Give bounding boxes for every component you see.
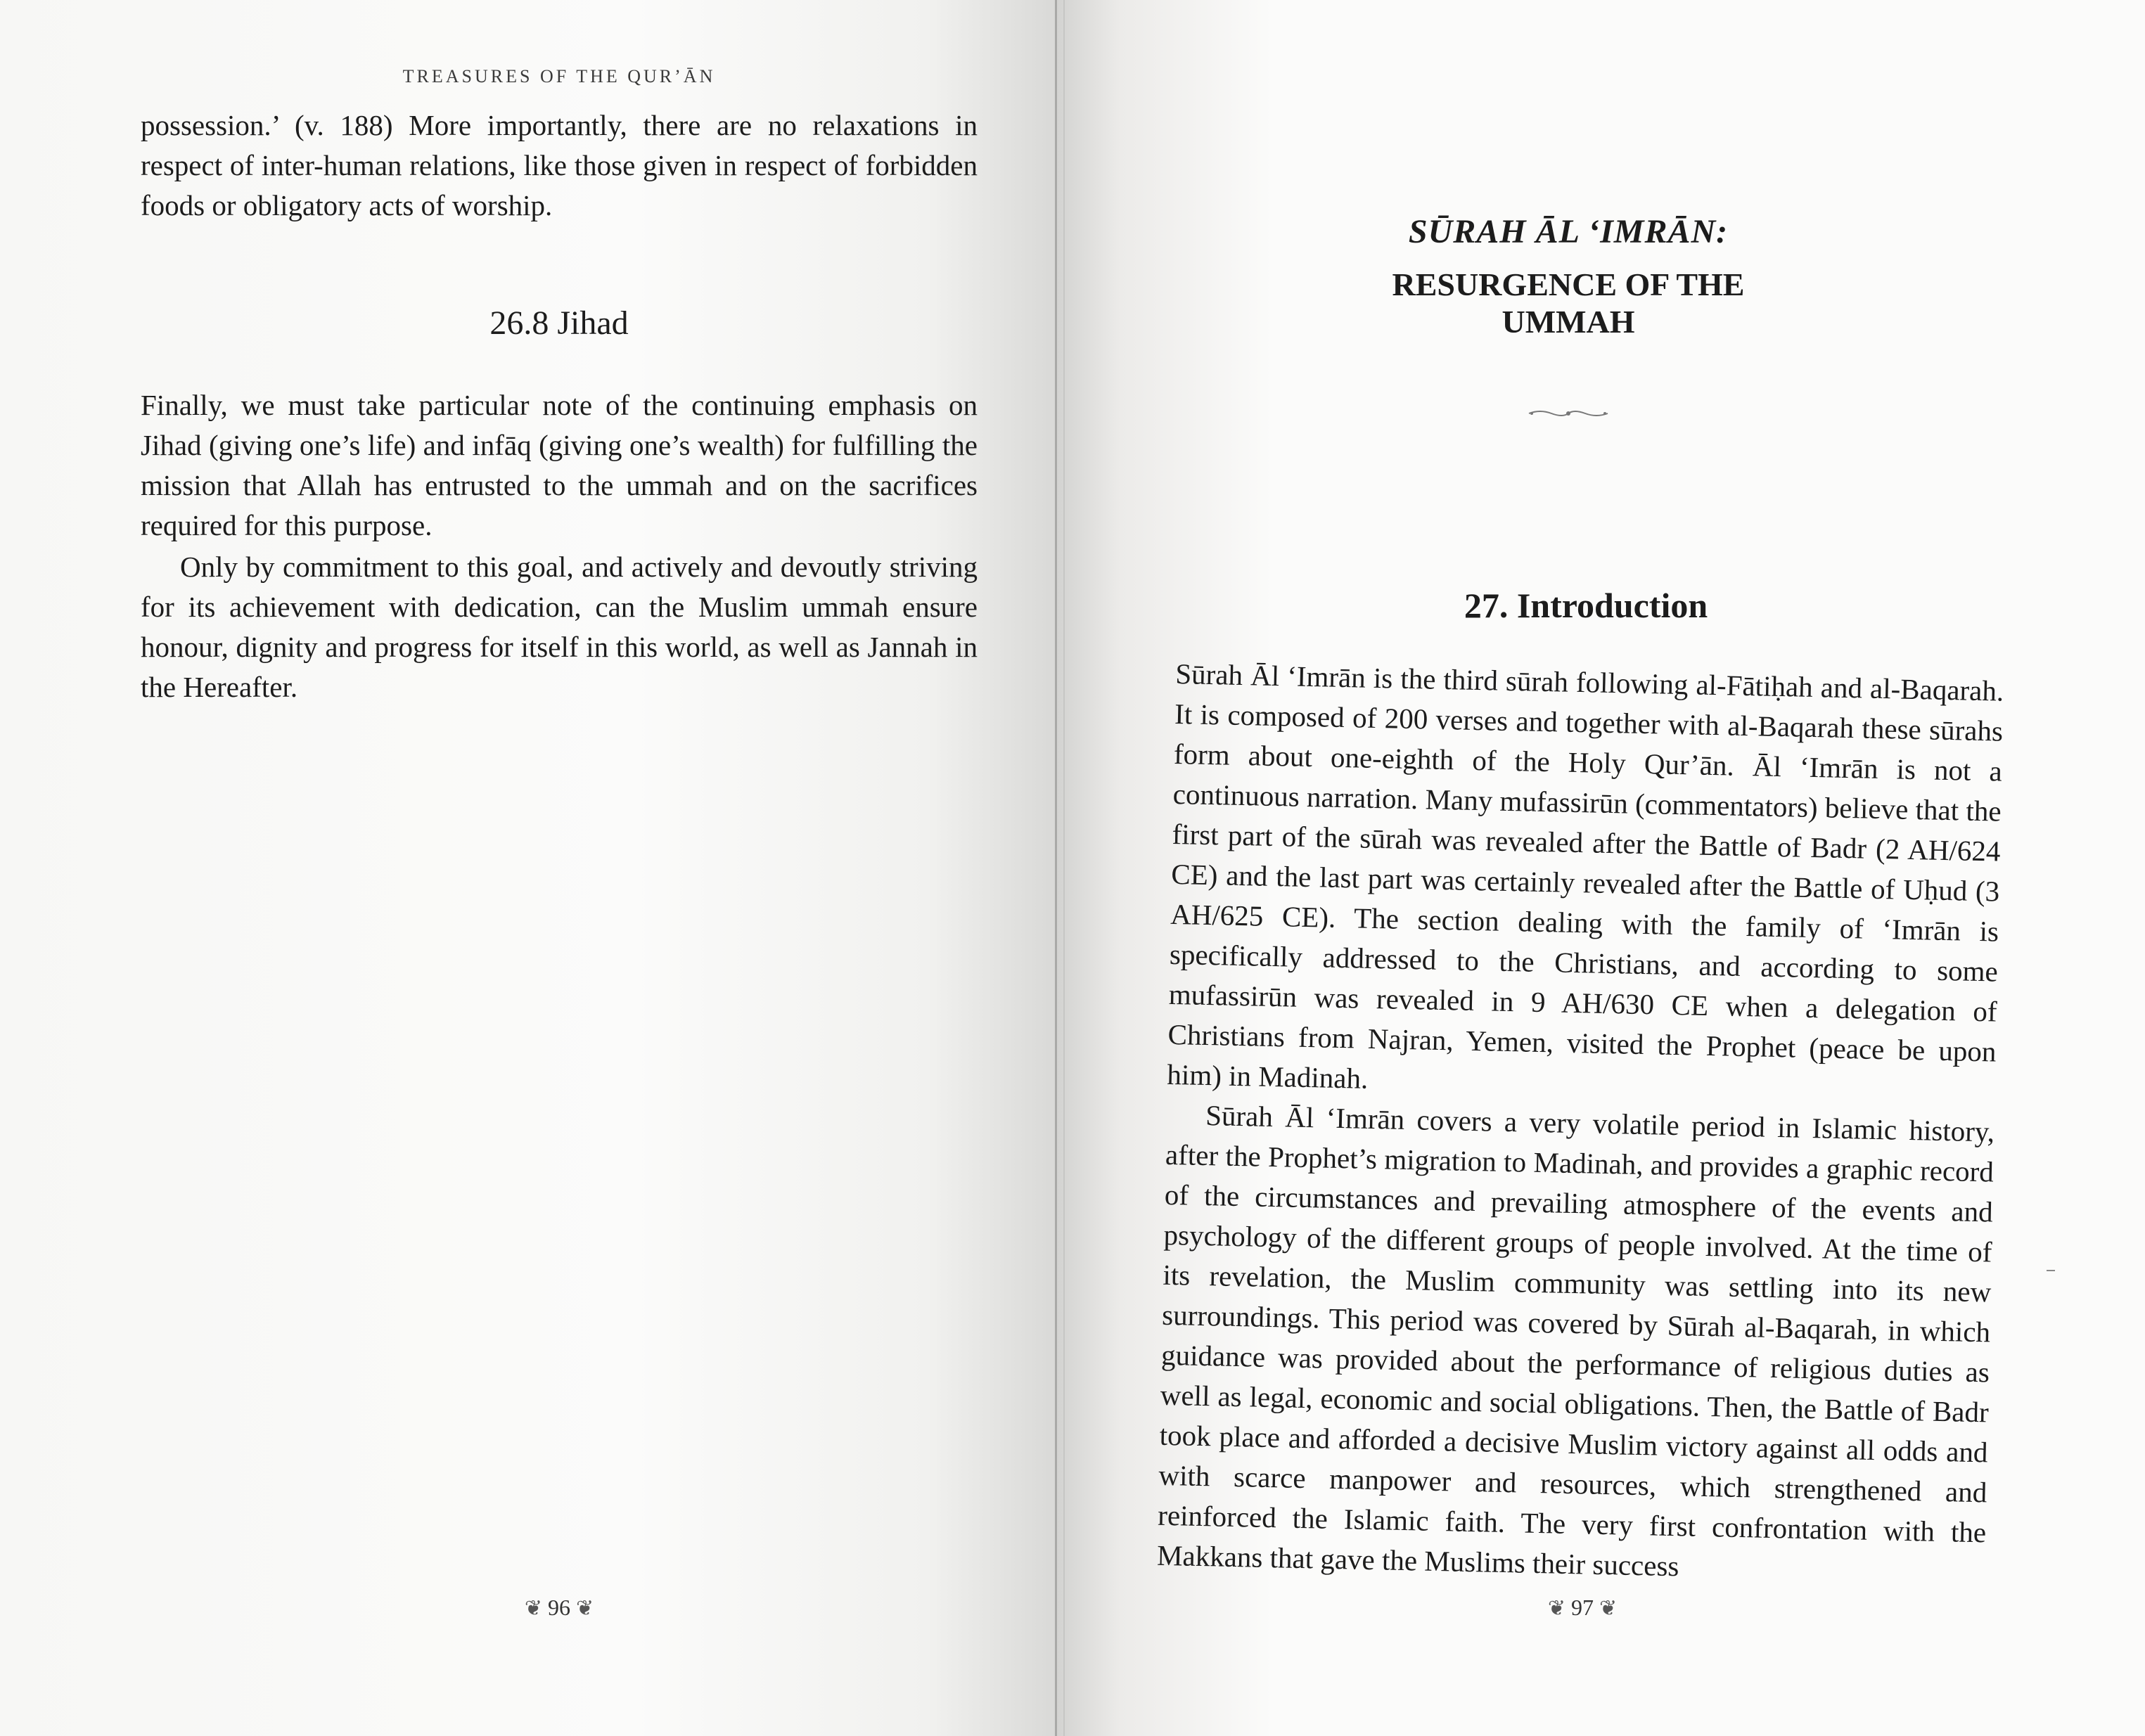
running-head: TREASURES OF THE QUR’ĀN — [402, 66, 716, 86]
flourish-ornament-icon — [1526, 408, 1611, 419]
left-paragraph-1: possession.’ (v. 188) More importantly, there are no relaxations in respect of inter-human relations, like those given in respect of forbidden foods or obligatory acts of worship. — [141, 109, 978, 221]
left-text-block-bottom — [141, 385, 978, 707]
gutter-shadow — [1055, 0, 1057, 1736]
right-text-block — [1157, 654, 2004, 1593]
left-paragraph-2: Finally, we must take particular note of the continuing emphasis on Jihad (giving one’s life) and infāq (giving one’s wealth) for fulfilling the mission that Allah has entrusted to the ummah and on the sacrifices required for this purpose. — [141, 389, 978, 541]
folio-ornament-icon: ❦ — [1547, 1597, 1565, 1620]
folio-ornament-icon: ❦ — [1599, 1597, 1618, 1620]
right-paragraph-1: Sūrah Āl ‘Imrān is the third sūrah following al-Fātiḥah and al-Baqarah. It is composed of 200 verses and together with al-Baqarah these sūrahs form about one-eighth of the Holy Qur’ān. Āl ‘Imrān is not a continuous narration. Many mufassirūn (commentators) believe that the first part of the sūrah was revealed after the Battle of Badr (2 AH/624 CE) and the last part was certainly revealed after the Battle of Uḥud (3 AH/625 CE). The section dealing with the family of ‘Imrān is specifically addressed to the Christians, and according to some mufassirūn was revealed in 9 AH/630 CE when a delegation of Christians from Najran, Yemen, visited the Prophet (peace be upon him) in Madinah. — [1166, 657, 2004, 1095]
right-paragraph-2: Sūrah Āl ‘Imrān covers a very volatile period in Islamic history, after the Prophet’s migration to Madinah, and provides a graphic record of the circumstances and prevailing atmosphere of the events and psychology of the different groups of people involved. At the time of its revelation, the Muslim community was settling into its new surroundings. This period was covered by Sūrah al-Baqarah, in which guidance was provided about the performance of religious duties as well as legal, economic and social obligations. Then, the Battle of Badr took place and afforded a decisive Muslim victory against all odds and with scarce manpower and resources, which strengthened and reinforced the Islamic faith. The very first confrontation with the Makkans that gave the Muslims their success — [1156, 1099, 1995, 1583]
left-paragraph-3: Only by commitment to this goal, and actively and devoutly striving for its achievement with dedication, can the Muslim ummah ensure honour, dignity and progress for itself in this world, as well as Jannah in the Hereafter. — [141, 551, 978, 703]
folio-ornament-icon: ❦ — [524, 1597, 542, 1620]
margin-mark — [2047, 1270, 2055, 1271]
section-heading-introduction: 27. Introduction — [1464, 586, 1708, 625]
section-heading-jihad: 26.8 Jihad — [489, 304, 629, 342]
chapter-title: SŪRAH ĀL ‘IMRĀN: — [1408, 213, 1729, 250]
left-page — [0, 0, 1055, 1736]
chapter-subtitle: RESURGENCE OF THE UMMAH — [1392, 266, 1745, 340]
page-number-right — [1512, 1595, 1653, 1621]
folio-ornament-icon: ❦ — [576, 1597, 594, 1620]
page-number-value: 97 — [1571, 1595, 1594, 1620]
page-number-left — [489, 1595, 629, 1621]
left-text-block-top — [141, 105, 978, 226]
page-number-value: 96 — [548, 1595, 570, 1620]
gutter-shadow-inner — [1063, 0, 1065, 1736]
